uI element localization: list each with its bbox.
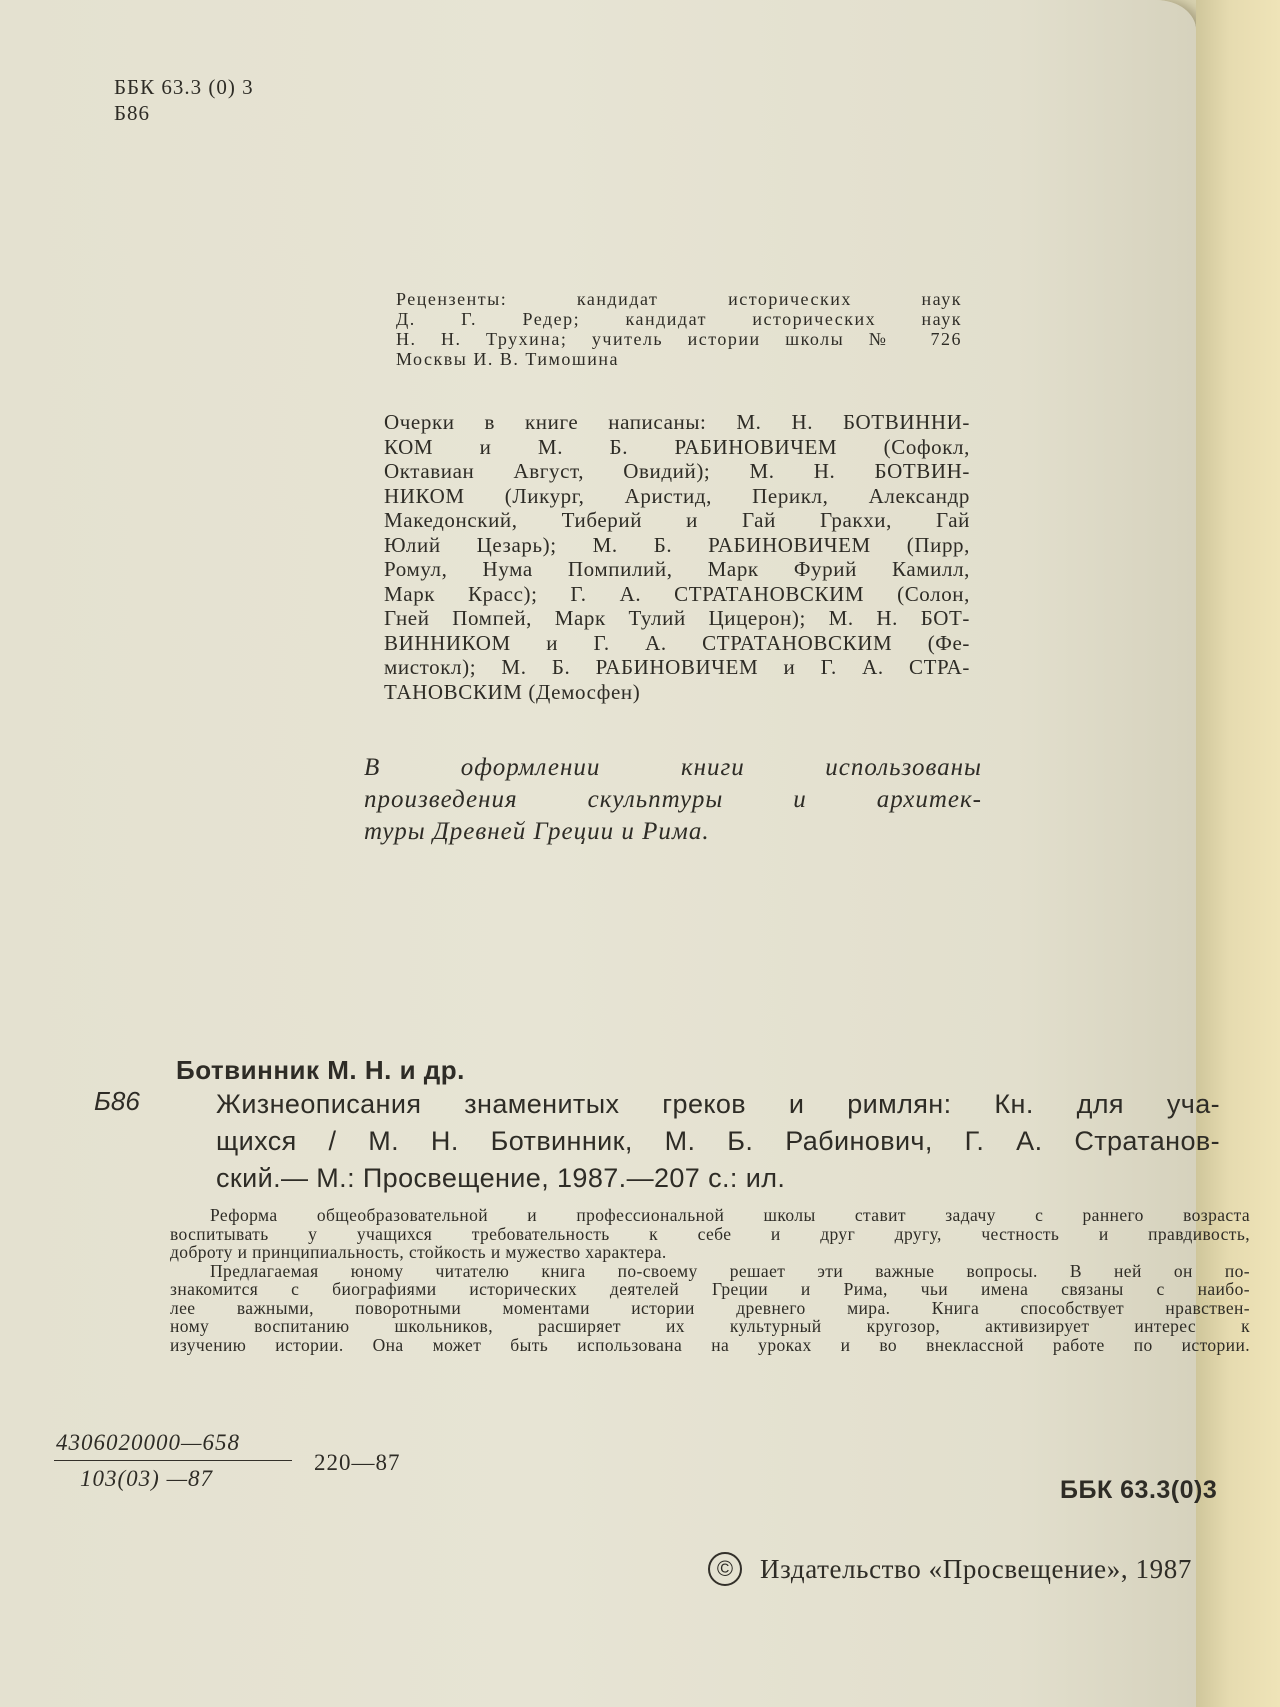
authors-line: Марк Красс); Г. А. СТРАТАНОВСКИМ (Солон, — [384, 581, 970, 606]
annotation-line: знакомится с биографиями исторических деятелей Греции и Рима, чьи имена связаны с наибо- — [170, 1279, 1250, 1299]
reviewers-line: Рецензенты: кандидат исторических наук — [396, 289, 962, 309]
reviewers-line: Д. Г. Редер; кандидат исторических наук — [396, 309, 962, 329]
reviewers-line: Н. Н. Трухина; учитель истории школы № 726 — [396, 329, 962, 349]
annotation-line: лее важными, поворотными моментами истории древнего мира. Книга способствует нравствен- — [170, 1297, 1250, 1318]
bib-line: ский.— М.: Просвещение, 1987.—207 с.: ил. — [216, 1163, 786, 1193]
authors-line: Македонский, Тиберий и Гай Гракхи, Гай — [384, 508, 970, 532]
fraction-line — [54, 1460, 292, 1461]
copyright-icon: © — [708, 1552, 742, 1586]
annotation-line: воспитывать у учащихся требовательность к себе и друг другу, честность и правдивость, — [170, 1223, 1250, 1244]
bbk-index-top — [114, 74, 254, 126]
reviewers-block — [396, 289, 962, 369]
bbk-code: ББК 63.3 (0) 3 — [114, 75, 254, 99]
authors-line: Ромул, Нума Помпилий, Марк Фурий Камилл, — [384, 557, 970, 581]
annotation — [170, 1206, 1250, 1354]
authors-line: ТАНОВСКИМ (Демосфен) — [384, 679, 641, 704]
annotation-line: ному воспитанию школьников, расширяет их культурный кругозор, активизирует интерес к — [170, 1316, 1250, 1336]
design-line: произведения скульптуры и архитек- — [364, 786, 982, 813]
authors-line: НИКОМ (Ликург, Аристид, Перикл, Александр — [384, 483, 970, 508]
design-note — [364, 752, 982, 848]
authors-line: Октавиан Август, Овидий); М. Н. БОТВИН- — [384, 459, 970, 483]
copyright-text: Издательство «Просвещение», 1987 — [760, 1554, 1192, 1584]
annotation-line: Реформа общеобразовательной и профессиональной школы ставит задачу с раннего возраста — [210, 1205, 1250, 1225]
authors-line: Очерки в книге написаны: М. Н. БОТВИННИ- — [384, 410, 970, 434]
catalog-cipher: Б86 — [94, 1086, 140, 1116]
authors-block — [384, 410, 970, 704]
page-edge — [1196, 0, 1280, 1707]
bib-line: Жизнеописания знаменитых греков и римлян: Кн. для уча- — [216, 1089, 1220, 1119]
code-denominator: 103(03) —87 — [80, 1466, 214, 1491]
annotation-line: изучению истории. Она может быть использована на уроках и во внеклассной работе по истории. — [170, 1334, 1250, 1355]
authors-line: Юлий Цезарь); М. Б. РАБИНОВИЧЕМ (Пирр, — [384, 532, 970, 557]
authors-line: Гней Помпей, Марк Тулий Цицерон); М. Н. БОТ- — [384, 606, 970, 630]
code-numerator: 4306020000—658 — [56, 1430, 240, 1455]
code-side: 220—87 — [314, 1450, 401, 1475]
annotation-line: Предлагаемая юному читателю книга по-своему решает эти важные вопросы. В ней он по- — [210, 1260, 1250, 1281]
authors-line: мистокл); М. Б. РАБИНОВИЧЕМ и Г. А. СТРА- — [384, 655, 970, 679]
authors-line: ВИННИКОМ и Г. А. СТРАТАНОВСКИМ (Фе- — [384, 630, 970, 655]
authors-line: КОМ и М. Б. РАБИНОВИЧЕМ (Софокл, — [384, 434, 970, 459]
catalog-author-heading: Ботвинник М. Н. и др. — [176, 1055, 465, 1085]
bibliographic-description — [216, 1086, 1220, 1197]
annotation-line: доброту и принципиальность, стойкость и мужество характера. — [170, 1242, 667, 1262]
reviewers-line: Москвы И. В. Тимошина — [396, 349, 620, 369]
design-line: туры Древней Греции и Рима. — [364, 818, 710, 845]
bib-line: щихся / М. Н. Ботвинник, М. Б. Рабинович, Г. А. Стратанов- — [216, 1126, 1220, 1156]
author-cipher: Б86 — [114, 101, 151, 125]
design-line: В оформлении книги использованы — [364, 754, 982, 781]
bbk-index-bottom: ББК 63.3(0)3 — [1060, 1476, 1218, 1504]
